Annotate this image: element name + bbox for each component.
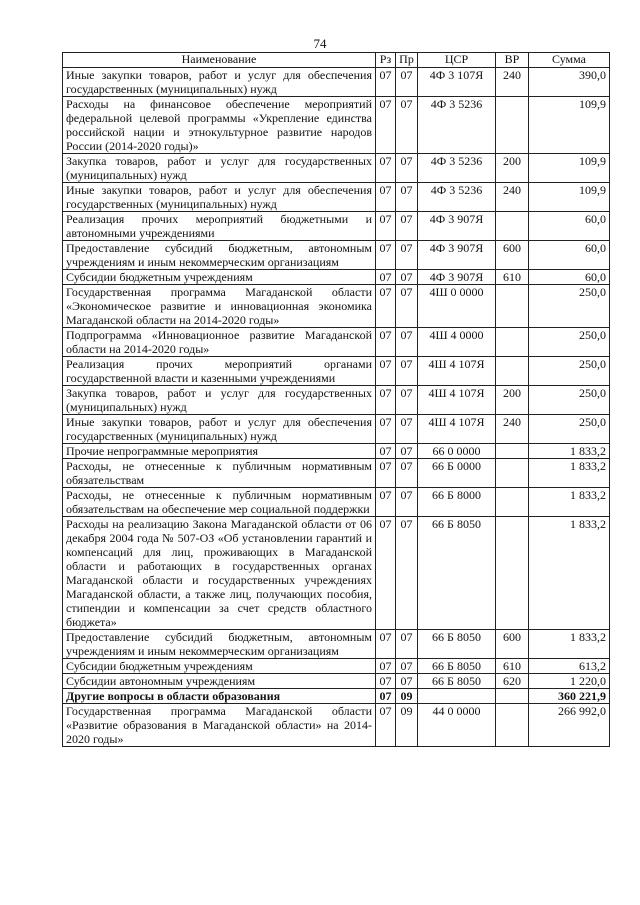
table-row	[63, 270, 610, 285]
cell-rz: 07	[376, 488, 396, 517]
header-rz: Рз	[376, 53, 396, 68]
cell-rz: 07	[376, 285, 396, 328]
table-row	[63, 689, 610, 704]
cell-sum: 60,0	[529, 212, 610, 241]
cell-rz: 07	[376, 328, 396, 357]
cell-pr: 07	[396, 183, 418, 212]
cell-vr	[496, 704, 529, 747]
cell-pr: 07	[396, 212, 418, 241]
table-row	[63, 97, 610, 154]
budget-table	[62, 52, 610, 747]
cell-vr: 620	[496, 674, 529, 689]
header-vr: ВР	[496, 53, 529, 68]
cell-rz: 07	[376, 97, 396, 154]
cell-pr: 09	[396, 689, 418, 704]
cell-name: Иные закупки товаров, работ и услуг для обеспечения государственных (муниципальных) нужд	[63, 68, 376, 97]
cell-rz: 07	[376, 241, 396, 270]
cell-vr	[496, 459, 529, 488]
cell-csr: 66 Б 0000	[418, 459, 496, 488]
table-header-row	[63, 53, 610, 68]
cell-csr	[418, 689, 496, 704]
cell-csr: 66 Б 8050	[418, 659, 496, 674]
cell-csr: 4Ш 0 0000	[418, 285, 496, 328]
cell-pr: 07	[396, 68, 418, 97]
cell-name: Субсидии бюджетным учреждениям	[63, 659, 376, 674]
cell-sum: 60,0	[529, 270, 610, 285]
table-row	[63, 659, 610, 674]
cell-name: Субсидии бюджетным учреждениям	[63, 270, 376, 285]
header-sum: Сумма	[529, 53, 610, 68]
header-csr: ЦСР	[418, 53, 496, 68]
cell-csr: 44 0 0000	[418, 704, 496, 747]
cell-pr: 07	[396, 328, 418, 357]
cell-sum: 1 833,2	[529, 630, 610, 659]
cell-pr: 07	[396, 285, 418, 328]
cell-vr: 600	[496, 630, 529, 659]
cell-vr	[496, 212, 529, 241]
cell-pr: 07	[396, 357, 418, 386]
cell-sum: 266 992,0	[529, 704, 610, 747]
table-row	[63, 459, 610, 488]
cell-name: Расходы на реализацию Закона Магаданской области от 06 декабря 2004 года № 507-ОЗ «Об установлении гарантий и компенсаций для лиц, проживающих в Магаданской области и работающих в государственных органах Магаданской области и государственных учреждениях Магаданской области, а также лиц, получающих пособия, стипендии и компенсации за счет средств областного бюджета»	[63, 517, 376, 630]
cell-pr: 09	[396, 704, 418, 747]
cell-pr: 07	[396, 270, 418, 285]
cell-rz: 07	[376, 517, 396, 630]
cell-rz: 07	[376, 674, 396, 689]
cell-sum: 1 833,2	[529, 488, 610, 517]
cell-name: Предоставление субсидий бюджетным, автономным учреждениям и иным некоммерческим организациям	[63, 241, 376, 270]
cell-vr: 610	[496, 270, 529, 285]
cell-csr: 4Ф 3 907Я	[418, 212, 496, 241]
cell-pr: 07	[396, 659, 418, 674]
cell-pr: 07	[396, 241, 418, 270]
cell-vr: 610	[496, 659, 529, 674]
cell-sum: 250,0	[529, 386, 610, 415]
cell-pr: 07	[396, 630, 418, 659]
cell-rz: 07	[376, 357, 396, 386]
cell-rz: 07	[376, 183, 396, 212]
cell-name: Государственная программа Магаданской области «Развитие образования в Магаданской области» на 2014-2020 годы»	[63, 704, 376, 747]
cell-vr	[496, 97, 529, 154]
table-row	[63, 415, 610, 444]
table-row	[63, 704, 610, 747]
table-row	[63, 630, 610, 659]
cell-pr: 07	[396, 386, 418, 415]
cell-vr	[496, 285, 529, 328]
cell-vr	[496, 689, 529, 704]
cell-name: Подпрограмма «Инновационное развитие Магаданской области на 2014-2020 годы»	[63, 328, 376, 357]
cell-name: Субсидии автономным учреждениям	[63, 674, 376, 689]
cell-pr: 07	[396, 488, 418, 517]
cell-name: Реализация прочих мероприятий бюджетными и автономными учреждениями	[63, 212, 376, 241]
cell-csr: 4Ф 3 907Я	[418, 241, 496, 270]
cell-csr: 4Ш 4 107Я	[418, 357, 496, 386]
header-name: Наименование	[63, 53, 376, 68]
cell-sum: 250,0	[529, 285, 610, 328]
cell-csr: 4Ф 3 5236	[418, 183, 496, 212]
table-row	[63, 444, 610, 459]
cell-csr: 66 Б 8050	[418, 517, 496, 630]
cell-rz: 07	[376, 270, 396, 285]
cell-pr: 07	[396, 674, 418, 689]
cell-name: Расходы, не отнесенные к публичным нормативным обязательствам	[63, 459, 376, 488]
cell-vr: 200	[496, 386, 529, 415]
cell-csr: 66 Б 8050	[418, 630, 496, 659]
cell-vr: 200	[496, 154, 529, 183]
table-row	[63, 357, 610, 386]
cell-name: Закупка товаров, работ и услуг для государственных (муниципальных) нужд	[63, 154, 376, 183]
cell-sum: 60,0	[529, 241, 610, 270]
cell-sum: 390,0	[529, 68, 610, 97]
table-row	[63, 154, 610, 183]
cell-sum: 1 833,2	[529, 444, 610, 459]
cell-vr: 240	[496, 68, 529, 97]
cell-sum: 1 833,2	[529, 517, 610, 630]
cell-sum: 250,0	[529, 415, 610, 444]
cell-csr: 4Ш 4 107Я	[418, 386, 496, 415]
cell-rz: 07	[376, 659, 396, 674]
cell-rz: 07	[376, 630, 396, 659]
cell-sum: 1 220,0	[529, 674, 610, 689]
cell-vr	[496, 328, 529, 357]
cell-name: Прочие непрограммные мероприятия	[63, 444, 376, 459]
cell-sum: 250,0	[529, 357, 610, 386]
cell-vr	[496, 444, 529, 459]
cell-rz: 07	[376, 704, 396, 747]
table-row	[63, 212, 610, 241]
cell-csr: 4Ф 3 5236	[418, 154, 496, 183]
table-row	[63, 183, 610, 212]
cell-sum: 613,2	[529, 659, 610, 674]
table-row	[63, 328, 610, 357]
cell-rz: 07	[376, 154, 396, 183]
cell-csr: 66 Б 8050	[418, 674, 496, 689]
cell-vr: 240	[496, 183, 529, 212]
table-row	[63, 674, 610, 689]
table-row	[63, 488, 610, 517]
cell-rz: 07	[376, 444, 396, 459]
table-row	[63, 241, 610, 270]
cell-rz: 07	[376, 386, 396, 415]
cell-pr: 07	[396, 154, 418, 183]
header-pr: Пр	[396, 53, 418, 68]
cell-csr: 4Ш 4 107Я	[418, 415, 496, 444]
cell-name: Предоставление субсидий бюджетным, автономным учреждениям и иным некоммерческим организациям	[63, 630, 376, 659]
cell-name: Иные закупки товаров, работ и услуг для обеспечения государственных (муниципальных) нужд	[63, 183, 376, 212]
cell-sum: 109,9	[529, 154, 610, 183]
cell-name: Иные закупки товаров, работ и услуг для обеспечения государственных (муниципальных) нужд	[63, 415, 376, 444]
cell-vr: 600	[496, 241, 529, 270]
cell-pr: 07	[396, 517, 418, 630]
cell-rz: 07	[376, 459, 396, 488]
cell-csr: 4Ш 4 0000	[418, 328, 496, 357]
cell-pr: 07	[396, 459, 418, 488]
cell-sum: 250,0	[529, 328, 610, 357]
cell-name: Расходы на финансовое обеспечение мероприятий федеральной целевой программы «Укрепление единства российской нации и этнокультурное развитие народов России (2014-2020 годы)»	[63, 97, 376, 154]
cell-sum: 1 833,2	[529, 459, 610, 488]
page-number: 74	[313, 36, 327, 51]
table-row	[63, 386, 610, 415]
cell-name: Государственная программа Магаданской области «Экономическое развитие и инновационная экономика Магаданской области на 2014-2020 годы»	[63, 285, 376, 328]
cell-sum: 109,9	[529, 183, 610, 212]
cell-pr: 07	[396, 415, 418, 444]
cell-csr: 66 Б 8000	[418, 488, 496, 517]
cell-name: Другие вопросы в области образования	[63, 689, 376, 704]
cell-csr: 66 0 0000	[418, 444, 496, 459]
cell-rz: 07	[376, 212, 396, 241]
cell-csr: 4Ф 3 107Я	[418, 68, 496, 97]
cell-vr	[496, 517, 529, 630]
cell-pr: 07	[396, 444, 418, 459]
cell-csr: 4Ф 3 5236	[418, 97, 496, 154]
cell-csr: 4Ф 3 907Я	[418, 270, 496, 285]
cell-name: Закупка товаров, работ и услуг для государственных (муниципальных) нужд	[63, 386, 376, 415]
cell-name: Расходы, не отнесенные к публичным нормативным обязательствам на обеспечение мер социальной поддержки	[63, 488, 376, 517]
table-row	[63, 285, 610, 328]
cell-pr: 07	[396, 97, 418, 154]
cell-rz: 07	[376, 689, 396, 704]
cell-rz: 07	[376, 68, 396, 97]
cell-vr	[496, 488, 529, 517]
table-row	[63, 517, 610, 630]
table-row	[63, 68, 610, 97]
cell-vr	[496, 357, 529, 386]
cell-rz: 07	[376, 415, 396, 444]
cell-name: Реализация прочих мероприятий органами государственной власти и казенными учреждениями	[63, 357, 376, 386]
cell-sum: 360 221,9	[529, 689, 610, 704]
cell-vr: 240	[496, 415, 529, 444]
cell-sum: 109,9	[529, 97, 610, 154]
